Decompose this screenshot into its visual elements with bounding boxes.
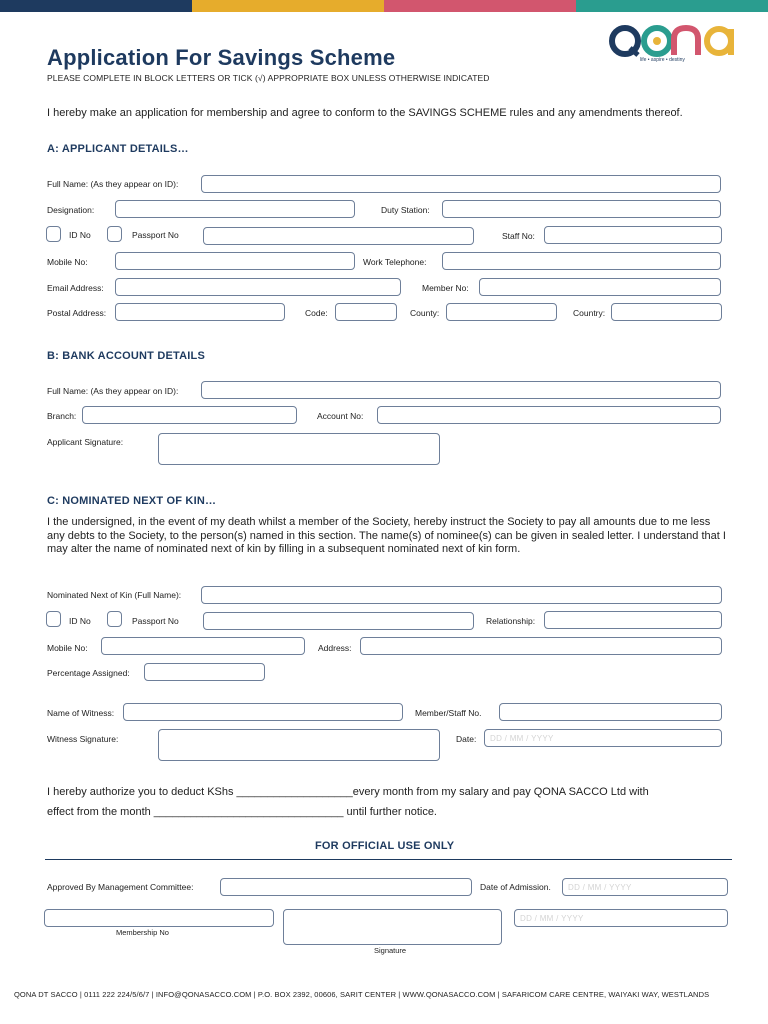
mobile-no-input[interactable] <box>115 252 355 270</box>
label-approved-by: Approved By Management Committee: <box>47 882 194 892</box>
approved-by-input[interactable] <box>220 878 472 896</box>
membership-no-input[interactable] <box>44 909 274 927</box>
label-country: Country: <box>573 308 606 318</box>
id-passport-input[interactable] <box>203 227 474 245</box>
relationship-input[interactable] <box>544 611 722 629</box>
top-bar-pink <box>384 0 576 12</box>
top-bar-yellow <box>192 0 384 12</box>
label-applicant-signature: Applicant Signature: <box>47 437 124 447</box>
duty-station-input[interactable] <box>442 200 721 218</box>
witness-date-input[interactable] <box>484 729 722 747</box>
label-work-telephone: Work Telephone: <box>363 257 427 267</box>
official-divider <box>45 859 732 860</box>
label-nok-name: Nominated Next of Kin (Full Name): <box>47 590 182 600</box>
page-footer: QONA DT SACCO | 0111 222 224/5/6/7 | INFO@QONASACCO.COM | P.O. BOX 2392, 00606, SARIT CENTER | WWW.QONASACCO.COM | SAFARICOM CARE CENTRE, WAIYAKI WAY, WESTLANDS <box>14 990 710 999</box>
label-email: Email Address: <box>47 283 104 293</box>
label-witness-signature: Witness Signature: <box>47 734 119 744</box>
authorization-line-2: effect from the month _______________________________ until further notice. <box>47 806 437 818</box>
label-branch: Branch: <box>47 411 77 421</box>
logo-tagline: life • aspire • destiny <box>640 57 685 63</box>
id-no-checkbox[interactable] <box>46 226 61 242</box>
applicant-signature-box[interactable] <box>158 433 440 465</box>
label-member-staff-no: Member/Staff No. <box>415 708 482 718</box>
country-input[interactable] <box>611 303 722 321</box>
email-input[interactable] <box>115 278 401 296</box>
label-member-no: Member No: <box>422 283 469 293</box>
label-date-admission: Date of Admission. <box>480 882 551 892</box>
label-mobile-no: Mobile No: <box>47 257 88 267</box>
label-account-no: Account No: <box>317 411 364 421</box>
label-address: Address: <box>318 643 352 653</box>
full-name-input[interactable] <box>201 175 721 193</box>
member-no-input[interactable] <box>479 278 721 296</box>
label-full-name: Full Name: (As they appear on ID): <box>47 179 179 189</box>
address-input[interactable] <box>360 637 722 655</box>
date-admission-placeholder: DD / MM / YYYY <box>568 883 632 892</box>
page-title: Application For Savings Scheme <box>47 45 396 70</box>
postal-input[interactable] <box>115 303 285 321</box>
label-bank-full-name: Full Name: (As they appear on ID): <box>47 386 179 396</box>
branch-input[interactable] <box>82 406 297 424</box>
label-duty-station: Duty Station: <box>381 205 430 215</box>
label-official-signature: Signature <box>374 946 407 955</box>
official-date-input[interactable] <box>514 909 728 927</box>
county-input[interactable] <box>446 303 557 321</box>
section-c-paragraph: I the undersigned, in the event of my death whilst a member of the Society, hereby instruct the Society to pay all amounts due to me less any debts to the Society, to the person(s) named in this section. The name(s) of nominee(s) can be given in sealed letter. I understand that I may alter the name of nominated next of kin by filling in a subsequent nominated next of kin form. <box>47 516 726 555</box>
witness-name-input[interactable] <box>123 703 403 721</box>
account-no-input[interactable] <box>377 406 721 424</box>
label-membership-no: Membership No <box>116 928 169 937</box>
label-nok-passport-no: Passport No <box>132 616 179 626</box>
code-input[interactable] <box>335 303 397 321</box>
bank-full-name-input[interactable] <box>201 381 721 399</box>
label-passport-no: Passport No <box>132 230 179 240</box>
witness-date-placeholder: DD / MM / YYYY <box>490 734 554 743</box>
label-code: Code: <box>305 308 328 318</box>
nok-id-passport-input[interactable] <box>203 612 474 630</box>
witness-signature-box[interactable] <box>158 729 440 761</box>
top-bar-teal <box>576 0 768 12</box>
official-signature-box[interactable] <box>283 909 502 945</box>
nok-passport-no-checkbox[interactable] <box>107 611 122 627</box>
label-designation: Designation: <box>47 205 95 215</box>
label-id-no: ID No <box>69 230 91 240</box>
label-witness-date: Date: <box>456 734 477 744</box>
percentage-input[interactable] <box>144 663 265 681</box>
authorization-line-1: I hereby authorize you to deduct KShs ___________________every month from my salary and pay QONA SACCO Ltd with <box>47 786 649 798</box>
label-percentage: Percentage Assigned: <box>47 668 130 678</box>
label-witness-name: Name of Witness: <box>47 708 115 718</box>
nok-id-no-checkbox[interactable] <box>46 611 61 627</box>
label-relationship: Relationship: <box>486 616 536 626</box>
staff-no-input[interactable] <box>544 226 722 244</box>
nok-mobile-no-input[interactable] <box>101 637 305 655</box>
official-use-heading: FOR OFFICIAL USE ONLY <box>315 840 455 852</box>
member-staff-no-input[interactable] <box>499 703 722 721</box>
section-c-heading: C: NOMINATED NEXT OF KIN… <box>47 495 217 507</box>
designation-input[interactable] <box>115 200 355 218</box>
page-subtitle: PLEASE COMPLETE IN BLOCK LETTERS OR TICK (√) APPROPRIATE BOX UNLESS OTHERWISE INDICATED <box>47 73 490 83</box>
passport-no-checkbox[interactable] <box>107 226 122 242</box>
date-admission-input[interactable] <box>562 878 728 896</box>
intro-paragraph: I hereby make an application for membership and agree to conform to the SAVINGS SCHEME rules and any amendments thereof. <box>47 107 683 119</box>
official-date-placeholder: DD / MM / YYYY <box>520 914 584 923</box>
label-nok-id-no: ID No <box>69 616 91 626</box>
top-bar-navy <box>0 0 192 12</box>
work-telephone-input[interactable] <box>442 252 721 270</box>
label-staff-no: Staff No: <box>502 231 535 241</box>
qona-logo <box>608 24 738 68</box>
nok-name-input[interactable] <box>201 586 722 604</box>
label-nok-mobile-no: Mobile No: <box>47 643 88 653</box>
section-b-heading: B: BANK ACCOUNT DETAILS <box>47 350 205 362</box>
label-postal: Postal Address: <box>47 308 107 318</box>
label-county: County: <box>410 308 440 318</box>
section-a-heading: A: APPLICANT DETAILS… <box>47 143 189 155</box>
